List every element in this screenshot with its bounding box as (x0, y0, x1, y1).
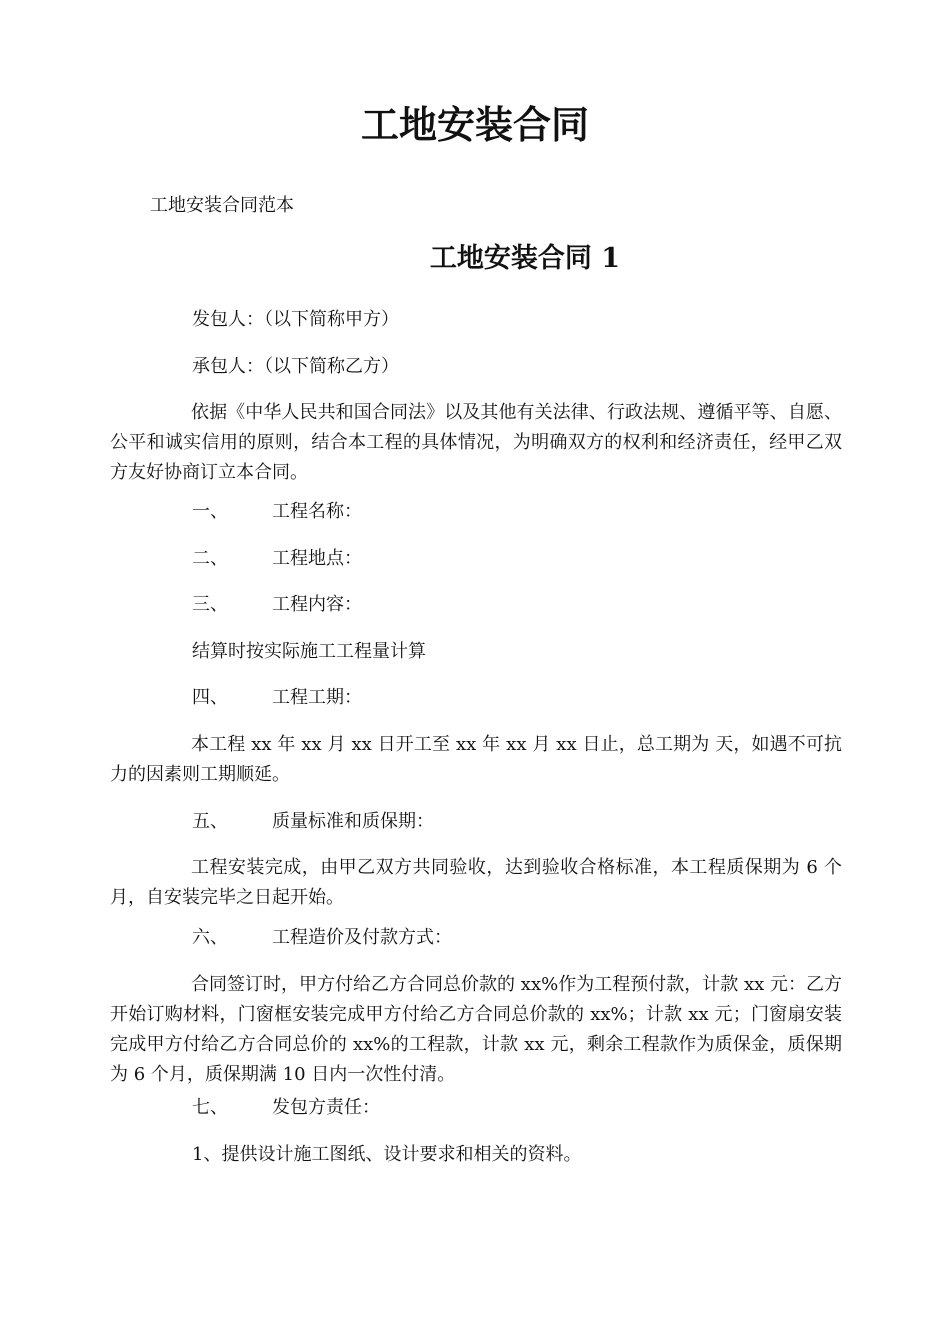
party-b-line: 承包人：（以下简称乙方） (192, 356, 399, 377)
section-title: 发包方责任： (272, 1097, 380, 1118)
settlement-line: 结算时按实际施工工程量计算 (192, 641, 426, 662)
intro-paragraph: 依据《中华人民共和国合同法》以及其他有关法律、行政法规、遵循平等、自愿、公平和诚实信用的原则，结合本工程的具体情况，为明确双方的权利和经济责任，经甲乙双方友好协商订立本合同。 (110, 402, 842, 483)
section-number: 二、 (192, 548, 228, 569)
document-subtitle: 工地安装合同范本 (150, 195, 294, 216)
section-heading-4 (192, 684, 362, 712)
section-title: 工程造价及付款方式： (272, 927, 452, 948)
contract-heading: 工地安装合同 1 (429, 243, 621, 274)
section-title: 工程内容： (272, 594, 362, 615)
section-title: 工程工期： (272, 687, 362, 708)
duty-item-1: 1、提供设计施工图纸、设计要求和相关的资料。 (192, 1144, 582, 1165)
payment-paragraph: 合同签订时，甲方付给乙方合同总价款的 xx%作为工程预付款，计款 xx 元：乙方开始订购材料，门窗框安装完成甲方付给乙方合同总价款的 xx%；计款 xx 元；门窗扇安装完成甲方付给乙方合同总价的 xx%的工程款，计款 xx 元，剩余工程款作为质保金，质保期为 6 个月，质保期满 10 日内一次性付清。 (110, 974, 842, 1085)
document-title: 工地安装合同 (360, 103, 589, 147)
section-title: 工程名称： (272, 501, 362, 522)
section-heading-3 (192, 591, 362, 619)
section-heading-2 (192, 545, 362, 573)
section-heading-6 (192, 924, 452, 952)
section-number: 六、 (192, 927, 228, 948)
period-paragraph: 本工程 xx 年 xx 月 xx 日开工至 xx 年 xx 月 xx 日止，总工期为 天，如遇不可抗力的因素则工期顺延。 (110, 734, 842, 785)
section-number: 七、 (192, 1097, 228, 1118)
section-number: 三、 (192, 594, 228, 615)
section-number: 五、 (192, 811, 228, 832)
section-title: 质量标准和质保期： (272, 811, 434, 832)
section-heading-5 (192, 808, 434, 836)
party-a-line: 发包人：（以下简称甲方） (192, 309, 399, 330)
section-title: 工程地点： (272, 548, 362, 569)
section-number: 一、 (192, 501, 228, 522)
section-heading-1 (192, 498, 362, 526)
quality-paragraph: 工程安装完成，由甲乙双方共同验收，达到验收合格标准，本工程质保期为 6 个月，自安装完毕之日起开始。 (110, 857, 842, 908)
section-number: 四、 (192, 687, 228, 708)
section-heading-7 (192, 1094, 380, 1122)
